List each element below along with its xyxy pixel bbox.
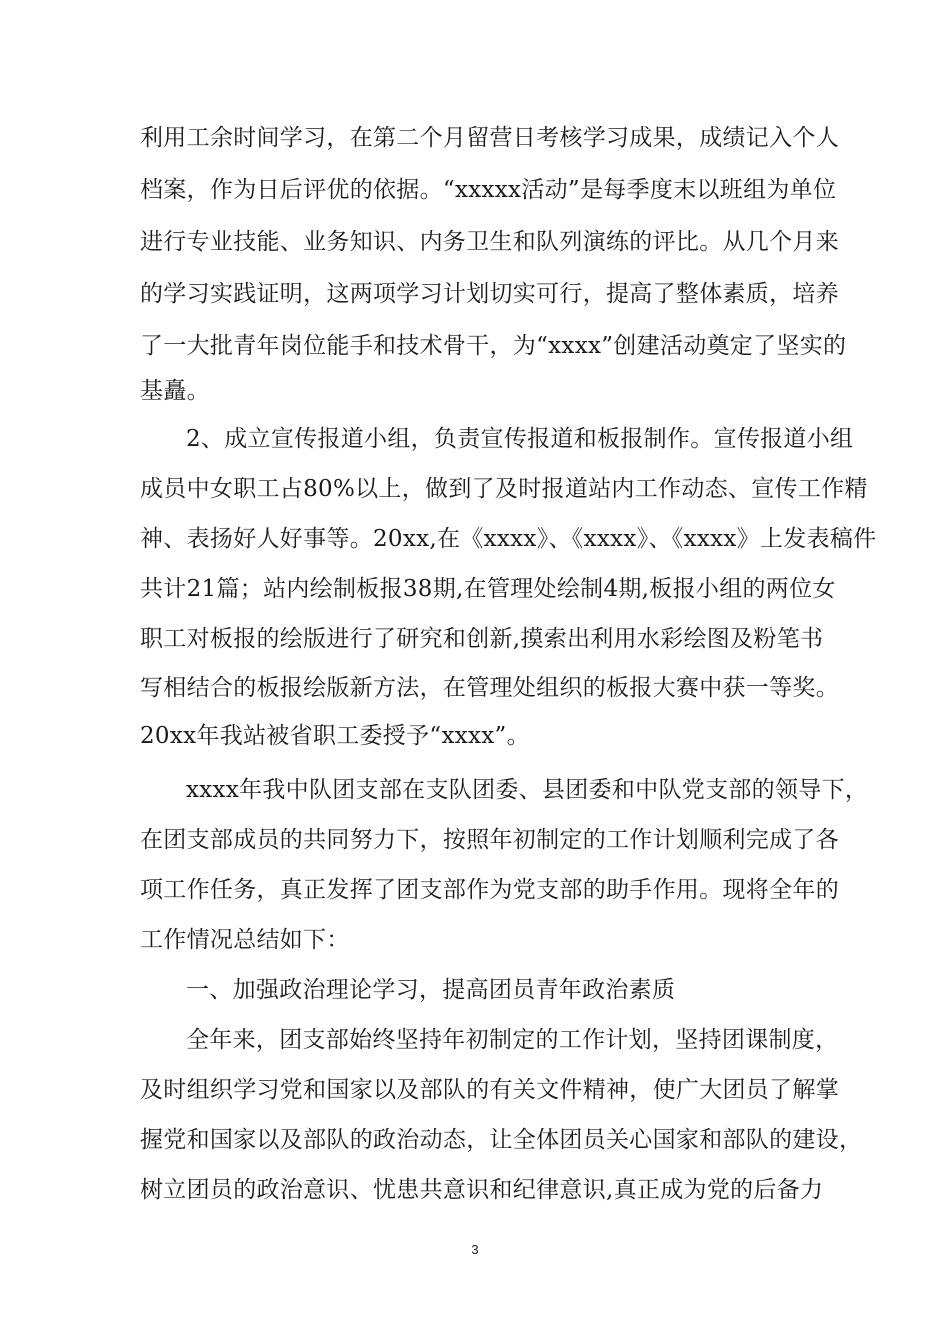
text-line: 的学习实践证明，这两项学习计划切实可行，提高了整体素质，培养 (140, 281, 839, 307)
text-line: 共计21篇；站内绘制板报38期,在管理处绘制4期,板报小组的两位女 (140, 576, 836, 602)
text-line: 树立团员的政治意识、忧患共意识和纪律意识,真正成为党的后备力 (140, 1177, 824, 1203)
text-line: 握党和国家以及部队的政治动态，让全体团员关心国家和部队的建设， (140, 1127, 863, 1153)
text-line: 职工对板报的绘版进行了研究和创新,摸索出利用水彩绘图及粉笔书 (140, 626, 824, 652)
page-number: 3 (471, 1242, 479, 1257)
paragraph-start-line: 2、成立宣传报道小组，负责宣传报道和板报制作。宣传报道小组 (186, 426, 854, 452)
text-line: 成员中女职工占80%以上，做到了及时报道站内工作动态、宣传工作精 (140, 476, 868, 502)
text-line: 利用工余时间学习，在第二个月留营日考核学习成果，成绩记入个人 (140, 125, 839, 151)
paragraph-start-line: xxxx年我中队团支部在支队团委、县团委和中队党支部的领导下， (186, 777, 869, 803)
text-line: 了一大批青年岗位能手和技术骨干，为“xxxx”创建活动奠定了坚实的 (140, 333, 847, 359)
text-line: 工作情况总结如下： (140, 927, 350, 953)
text-line: 基矗。 (140, 378, 210, 404)
section-heading: 一、加强政治理论学习，提高团员青年政治素质 (186, 977, 676, 1003)
text-line: 项工作任务，真正发挥了团支部作为党支部的助手作用。现将全年的 (140, 877, 839, 903)
text-line: 神、表扬好人好事等。20xx,在《xxxx》、《xxxx》、《xxxx》上发表稿件 (140, 526, 877, 552)
text-line: 进行专业技能、业务知识、内务卫生和队列演练的评比。从几个月来 (140, 229, 839, 255)
text-line: 20xx年我站被省职工委授予“xxxx”。 (140, 723, 530, 749)
text-line: 写相结合的板报绘版新方法，在管理处组织的板报大赛中获一等奖。 (140, 675, 839, 701)
paragraph-start-line: 全年来，团支部始终坚持年初制定的工作计划，坚持团课制度， (186, 1027, 839, 1053)
text-line: 档案，作为日后评优的依据。“xxxxx活动”是每季度末以班组为单位 (140, 177, 837, 203)
text-line: 在团支部成员的共同努力下，按照年初制定的工作计划顺利完成了各 (140, 827, 839, 853)
text-line: 及时组织学习党和国家以及部队的有关文件精神，使广大团员了解掌 (140, 1077, 839, 1103)
